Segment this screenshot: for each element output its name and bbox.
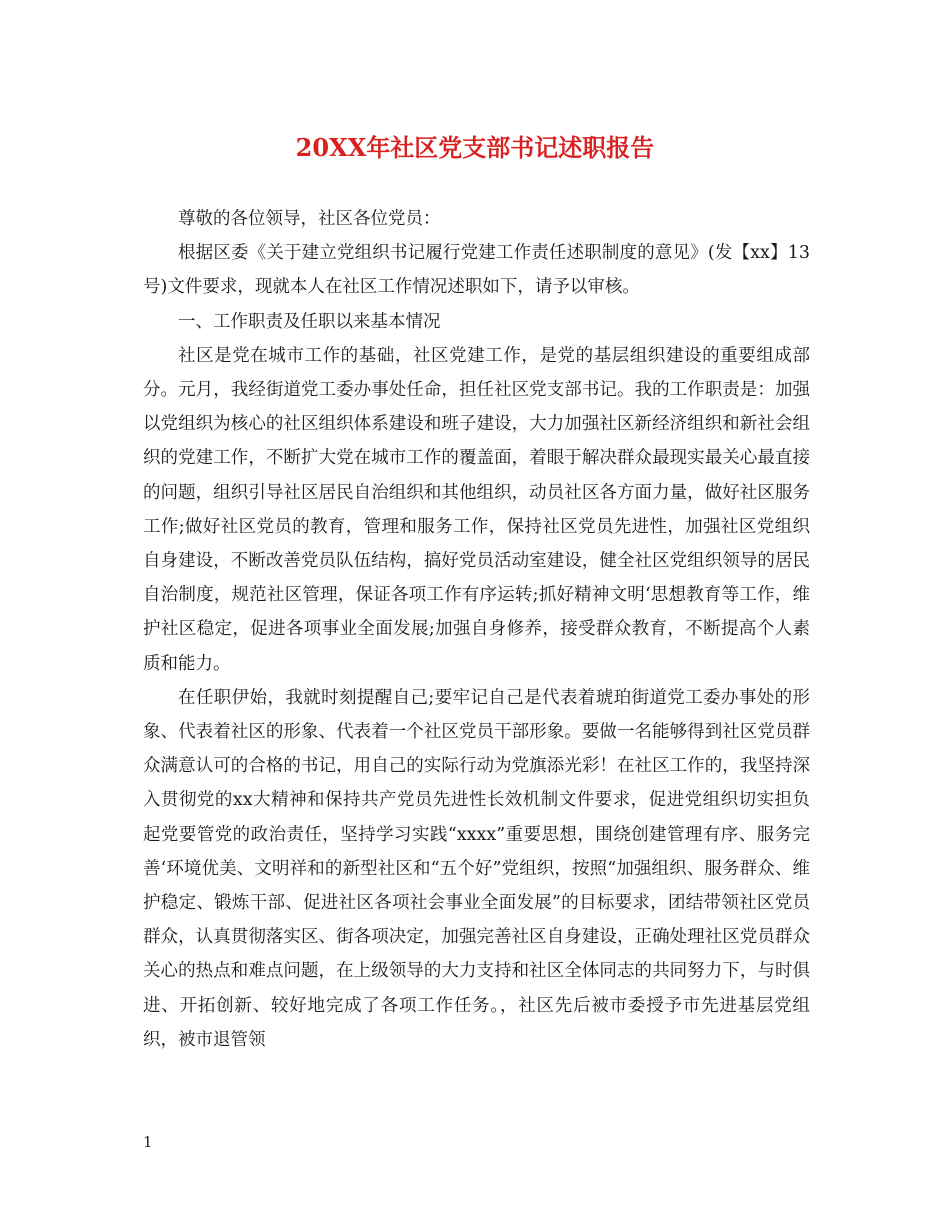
document-body [143, 202, 810, 1057]
section-heading: 一、工作职责及任职以来基本情况 [178, 311, 441, 332]
intro-paragraph: 根据区委《关于建立党组织书记履行党建工作责任述职制度的意见》(发【xx】13号)文件要求，现就本人在社区工作情况述职如下，请予以审核。 [143, 243, 810, 298]
document-title: 20XX年社区党支部书记述职报告 [295, 133, 655, 162]
greeting-paragraph: 尊敬的各位领导，社区各位党员： [178, 209, 441, 229]
page-number: 1 [143, 1133, 153, 1151]
work-paragraph: 在任职伊始，我就时刻提醒自己;要牢记自己是代表着琥珀街道党工委办事处的形象、代表着社区的形象、代表着一个社区党员干部形象。要做一名能够得到社区党员群众满意认可的合格的书记，用自己的实际行动为党旗添光彩！在社区工作的，我坚持深入贯彻党的xx大精神和保持共产党员先进性长效机制文件要求，促进党组织切实担负起党要管党的政治责任，坚持学习实践“xxxx”重要思想，围绕创建管理有序、服务完善‘环境优美、文明祥和的新型社区和“五个好”党组织，按照“加强组织、服务群众、维护稳定、锻炼干部、促进社区各项社会事业全面发展”的目标要求，团结带领社区党员群众，认真贯彻落实区、街各项决定，加强完善社区自身建设，正确处理社区党员群众关心的热点和难点问题，在上级领导的大力支持和社区全体同志的共同努力下，与时俱进、开拓创新、较好地完成了各项工作任务。，社区先后被市委授予市先进基层党组织，被市退管领 [143, 687, 810, 1050]
duties-paragraph: 社区是党在城市工作的基础，社区党建工作，是党的基层组织建设的重要组成部分。元月，我经街道党工委办事处任命，担任社区党支部书记。我的工作职责是：加强以党组织为核心的社区组织体系建设和班子建设，大力加强社区新经济组织和新社会组织的党建工作，不断扩大党在城市工作的覆盖面，着眼于解决群众最现实最关心最直接的问题，组织引导社区居民自治组织和其他组织，动员社区各方面力量，做好社区服务工作;做好社区党员的教育，管理和服务工作，保持社区党员先进性，加强社区党组织自身建设，不断改善党员队伍结构，搞好党员活动室建设，健全社区党组织领导的居民自治制度，规范社区管理，保证各项工作有序运转;抓好精神文明‘思想教育等工作，维护社区稳定，促进各项事业全面发展;加强自身修养，接受群众教育，不断提高个人素质和能力。 [143, 345, 810, 674]
